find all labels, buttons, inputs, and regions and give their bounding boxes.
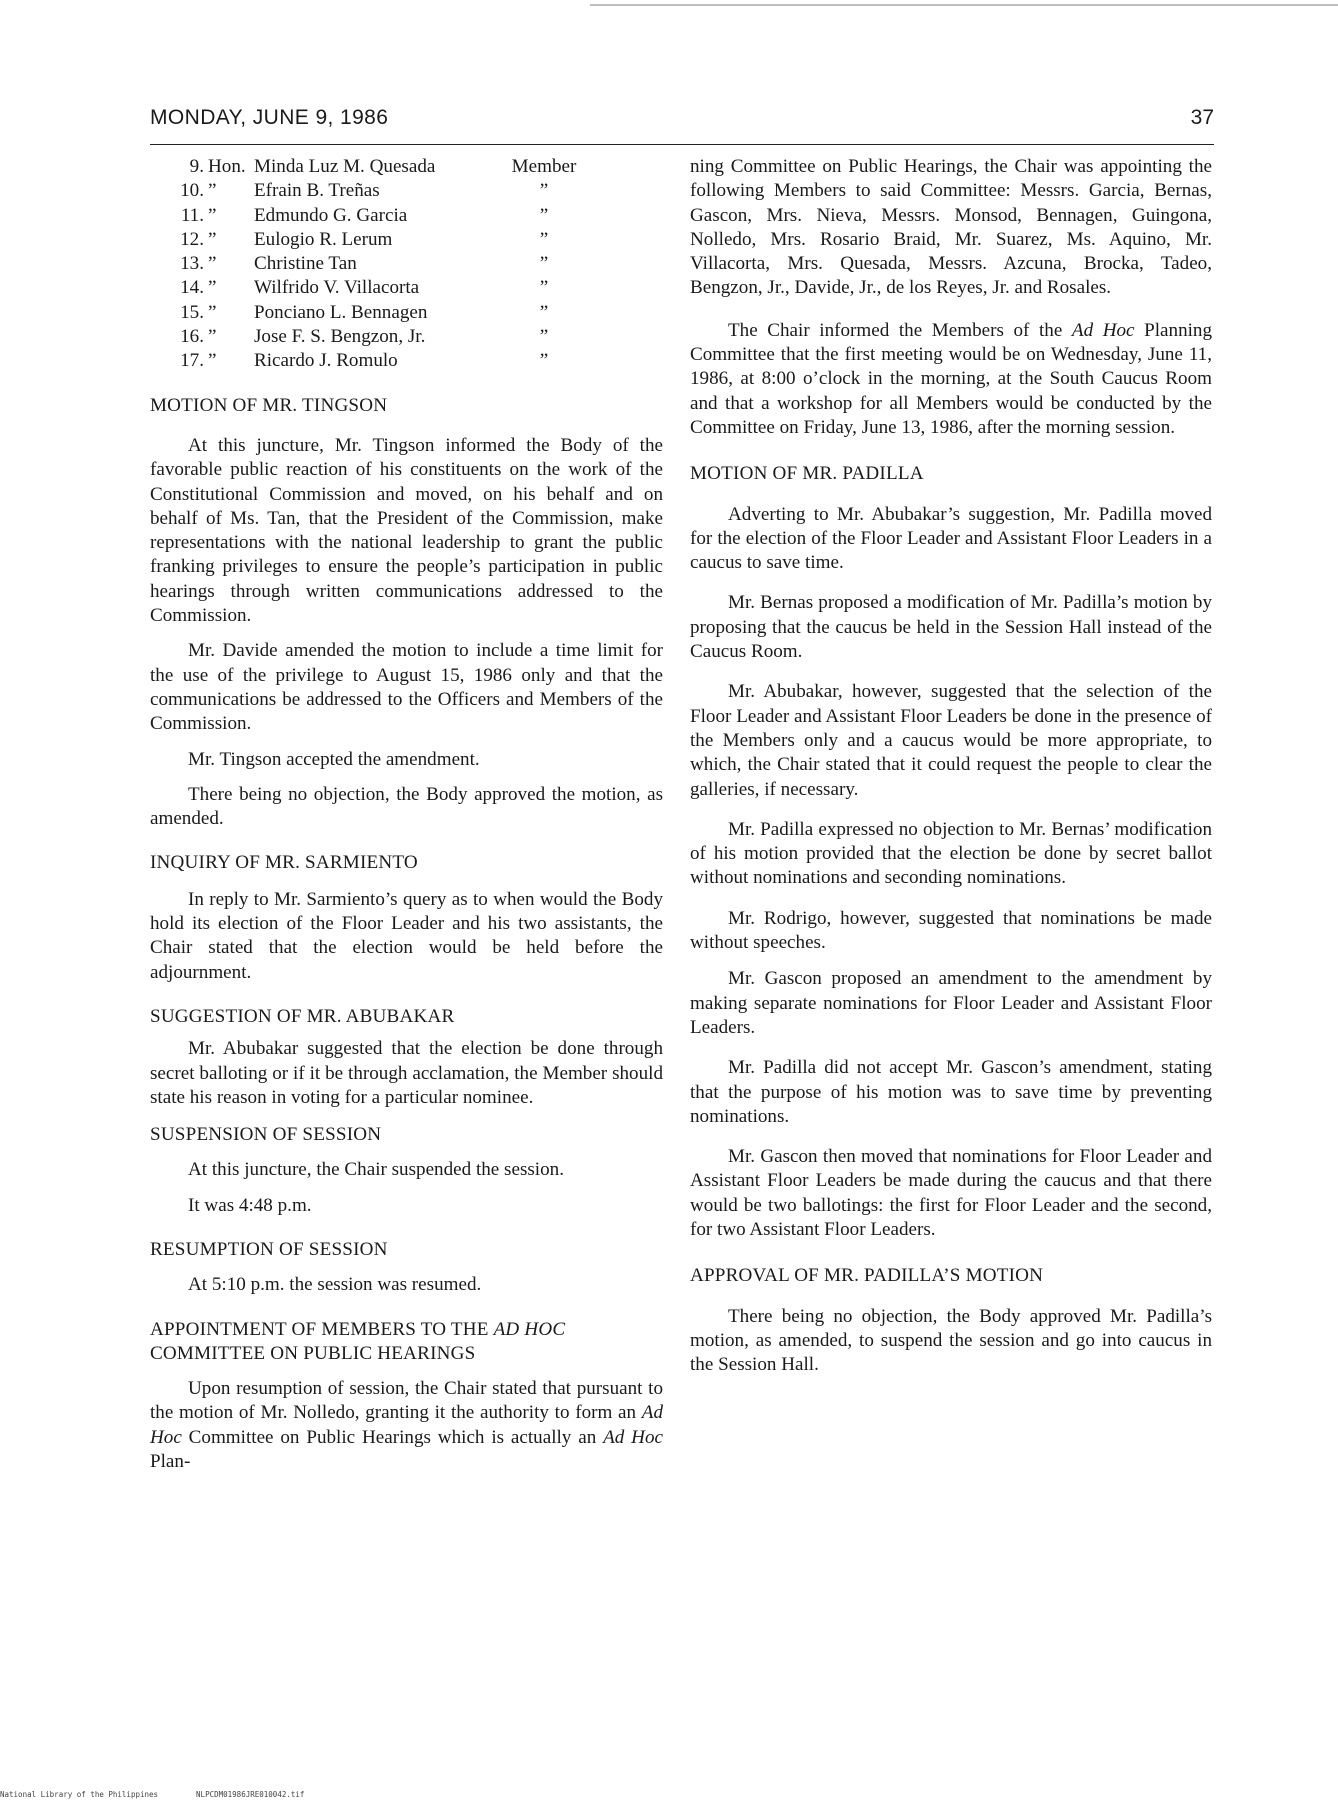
member-number: 10.: [180, 180, 204, 202]
member-row: [168, 252, 584, 276]
paragraph: Mr. Abubakar suggested that the election be done through secret balloting or if it be through acclamation, the Member should state his reason in voting for a particular nominee.: [150, 1038, 663, 1108]
text-run: Planning Committee that the first meeting would be on Wednesday, June 11, 1986, at 8:00 o’clock in the morning, at the South Caucus Room and that a workshop for all Members would be conducted by the Committee on Friday, June 13, 1986, after the morning session.: [690, 319, 1213, 438]
heading-suggestion-abubakar: SUGGESTION OF MR. ABUBAKAR: [150, 1005, 455, 1027]
member-role: ”: [539, 180, 549, 202]
member-name: Ricardo J. Romulo: [254, 350, 398, 372]
member-prefix: ”: [208, 277, 217, 299]
paragraph: It was 4:48 p.m.: [188, 1194, 312, 1216]
member-role: ”: [539, 253, 549, 275]
paragraph: Mr. Davide amended the motion to include a time limit for the use of the privilege to August 15, 1986 only and that the communications be addressed to the Officers and Members of the Commission.: [150, 640, 663, 735]
heading-resumption: RESUMPTION OF SESSION: [150, 1238, 388, 1260]
paragraph: At this juncture, Mr. Tingson informed the Body of the favorable public reaction of his constituents on the work of the Constitutional Commission and moved, on his behalf and on behalf of Ms. Tan, that the President of the Commission, make representations with the national leadership to grant the public franking privileges to ensure the people’s participation in public hearings through written communications addressed to the Commission.: [150, 434, 663, 627]
member-number: 9.: [189, 156, 204, 177]
paragraph: Adverting to Mr. Abubakar’s suggestion, Mr. Padilla moved for the election of the Floor Leader and Assistant Floor Leaders in a caucus to save time.: [690, 503, 1212, 574]
text-run: The Chair informed the Members of the: [728, 319, 1072, 341]
header-date: MONDAY, JUNE 9, 1986: [150, 106, 389, 129]
footer-file: NLPCDM01986JRE010042.tif: [196, 1790, 305, 1799]
member-role: ”: [539, 228, 549, 250]
member-prefix: ”: [208, 326, 217, 348]
paragraph: ning Committee on Public Hearings, the Chair was appointing the following Members to said Committee: Messrs. Garcia, Bernas, Gascon, Mrs. Nieva, Messrs. Monsod, Bennagen, Guingona, Nolledo, Mrs. Rosario Braid, Mr. Suarez, Ms. Aquino, Mr. Villacorta, Mrs. Quesada, Messrs. Azcuna, Brocka, Tadeo, Bengzon, Jr., Davide, Jr., de los Reyes, Jr. and Rosales.: [690, 156, 1212, 299]
paragraph: There being no objection, the Body approved the motion, as amended.: [150, 783, 663, 830]
paragraph: At 5:10 p.m. the session was resumed.: [188, 1274, 482, 1296]
member-number: 17.: [180, 350, 204, 372]
heading-italic: AD HOC: [493, 1318, 566, 1340]
paragraph-planning-meeting: [690, 319, 1212, 440]
text-run: Committee on Public Hearings which is actually an: [181, 1426, 604, 1448]
member-row: [168, 155, 584, 179]
member-role: ”: [539, 326, 549, 348]
heading-approval-padilla: APPROVAL OF MR. PADILLA’S MOTION: [690, 1265, 1044, 1287]
member-prefix: ”: [208, 180, 217, 202]
member-name: Christine Tan: [254, 253, 357, 275]
page-header: [150, 104, 1214, 145]
heading-part: APPOINTMENT OF MEMBERS TO THE: [150, 1318, 494, 1340]
text-run: Plan-: [150, 1451, 191, 1473]
heading-motion-padilla: MOTION OF MR. PADILLA: [690, 463, 924, 485]
left-column: [150, 155, 663, 1474]
member-row: [168, 301, 584, 325]
member-prefix: Hon.: [208, 156, 246, 177]
member-name: Ponciano L. Bennagen: [254, 301, 428, 323]
italic-run: Ad Hoc: [150, 1402, 663, 1448]
footer-library: National Library of the Philippines: [0, 1790, 159, 1799]
paragraph: Mr. Rodrigo, however, suggested that nominations be made without speeches.: [690, 907, 1212, 954]
paragraph: Mr. Padilla expressed no objection to Mr. Bernas’ modification of his motion provided that the election be done by secret ballot without nominations and seconding nominations.: [690, 818, 1212, 889]
member-number: 16.: [180, 326, 204, 348]
member-row: [168, 325, 584, 349]
member-name: Eulogio R. Lerum: [254, 228, 393, 250]
member-prefix: ”: [208, 228, 217, 250]
member-number: 14.: [180, 277, 204, 299]
paragraph: Mr. Gascon proposed an amendment to the amendment by making separate nominations for Floor Leader and Assistant Floor Leaders.: [690, 968, 1212, 1038]
member-role: ”: [539, 350, 549, 372]
paragraph: In reply to Mr. Sarmiento’s query as to when would the Body hold its election of the Floor Leader and his two assistants, the Chair stated that the election would be held before the adjournment.: [150, 888, 663, 983]
paragraph: There being no objection, the Body approved Mr. Padilla’s motion, as amended, to suspend the session and go into caucus in the Session Hall.: [690, 1305, 1212, 1376]
heading-inquiry-sarmiento: INQUIRY OF MR. SARMIENTO: [150, 852, 418, 874]
paragraph: At this juncture, the Chair suspended the session.: [188, 1159, 564, 1181]
page-number: 37: [1190, 106, 1214, 129]
member-name: Wilfrido V. Villacorta: [254, 277, 420, 299]
member-number: 11.: [180, 204, 204, 226]
paragraph: Mr. Tingson accepted the amendment.: [188, 748, 480, 770]
heading-motion-tingson: MOTION OF MR. TINGSON: [150, 394, 388, 416]
member-row: [168, 349, 584, 373]
member-row: [168, 179, 584, 203]
member-number: 13.: [180, 253, 204, 275]
paragraph: Mr. Gascon then moved that nominations for Floor Leader and Assistant Floor Leaders be made during the caucus and that there would be two ballotings: the first for Floor Leader and the second, for two Assistant Floor Leaders.: [690, 1146, 1212, 1240]
heading-appointment: [150, 1318, 663, 1367]
member-row: [168, 228, 584, 252]
member-role: ”: [539, 301, 549, 323]
member-name: Minda Luz M. Quesada: [254, 156, 436, 177]
member-row: [168, 204, 584, 228]
member-number: 12.: [180, 228, 204, 250]
right-column: [690, 155, 1212, 1377]
member-prefix: ”: [208, 301, 217, 323]
member-number: 15.: [180, 301, 204, 323]
heading-suspension: SUSPENSION OF SESSION: [150, 1124, 382, 1146]
paragraph: Mr. Abubakar, however, suggested that the selection of the Floor Leader and Assistant Floor Leaders be done in the presence of the Members only and a caucus would be more appropriate, to which, the Chair stated that it could request the people to clear the galleries, if necessary.: [690, 681, 1212, 800]
member-prefix: ”: [208, 204, 217, 226]
member-row: [168, 276, 584, 300]
member-name: Jose F. S. Bengzon, Jr.: [254, 326, 426, 348]
scan-top-edge: [590, 4, 1338, 6]
member-role: Member: [511, 156, 577, 177]
member-name: Efrain B. Treñas: [254, 180, 380, 202]
heading-part: COMMITTEE ON PUBLIC HEARINGS: [150, 1342, 476, 1364]
italic-run: Ad Hoc: [1071, 319, 1135, 341]
paragraph: Mr. Bernas proposed a modification of Mr. Padilla’s motion by proposing that the caucus be held in the Session Hall instead of the Caucus Room.: [690, 592, 1212, 663]
text-run: Upon resumption of session, the Chair stated that pursuant to the motion of Mr. Nolledo, granting it the authority to form an: [150, 1378, 663, 1424]
italic-run: Ad Hoc: [603, 1426, 663, 1448]
member-prefix: ”: [208, 350, 217, 372]
member-prefix: ”: [208, 253, 217, 275]
paragraph: Mr. Padilla did not accept Mr. Gascon’s amendment, stating that the purpose of his motion was to save time by preventing nominations.: [690, 1057, 1212, 1127]
paragraph-appointment: [150, 1377, 663, 1474]
scan-footer: [0, 1790, 342, 1799]
member-role: ”: [539, 277, 549, 299]
members-list: [168, 155, 584, 374]
member-name: Edmundo G. Garcia: [254, 204, 408, 226]
member-role: ”: [539, 204, 549, 226]
